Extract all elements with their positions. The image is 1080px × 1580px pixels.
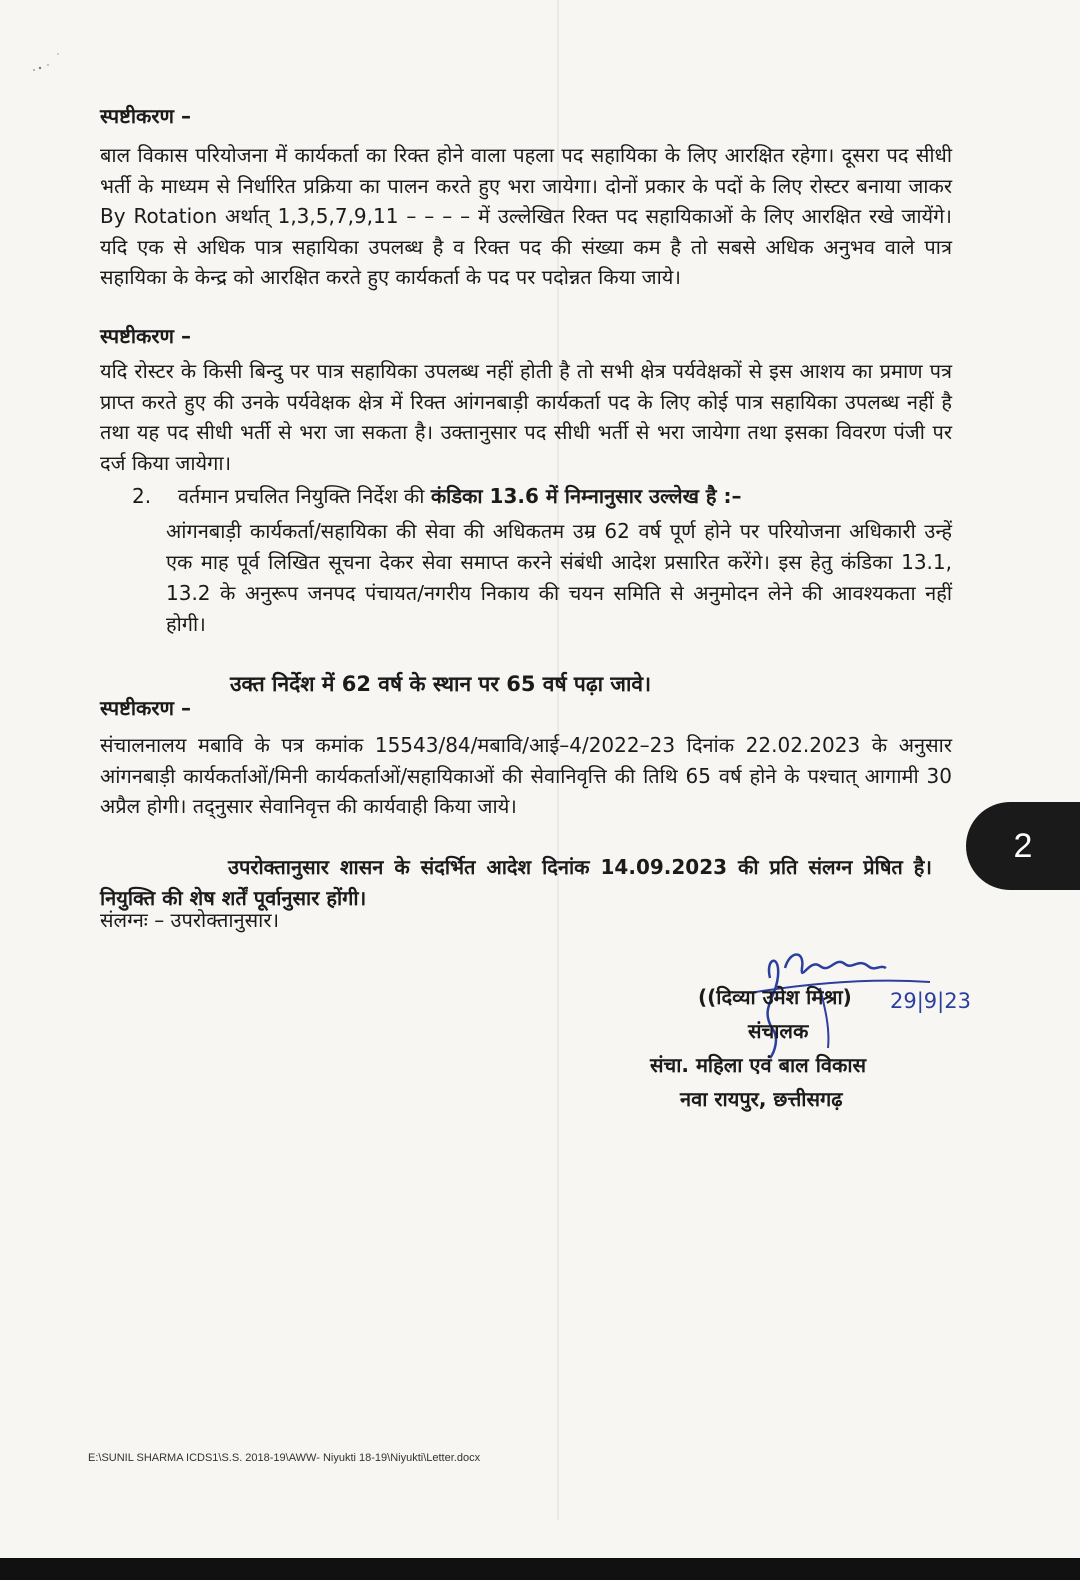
signature-block (640, 980, 1000, 1116)
amendment-line: उक्त निर्देश में 62 वर्ष के स्थान पर 65 वर्ष पढ़ा जावे। (230, 672, 652, 696)
page-number: 2 (1013, 826, 1033, 865)
handwritten-date: 29|9|23 (890, 989, 971, 1013)
signatory-location: नवा रायपुर, छत्तीसगढ़ (680, 1087, 843, 1111)
bottom-bar (0, 1558, 1080, 1580)
paper-specks (28, 40, 88, 80)
section-heading-2: स्पष्टीकरण – (100, 324, 191, 348)
signatory-designation: संचालक (748, 1019, 809, 1043)
clarification-paragraph-1: बाल विकास परियोजना में कार्यकर्ता का रिक्त होने वाला पहला पद सहायिका के लिए आरक्षित रहेगा। दूसरा पद सीधी भर्ती के माध्यम से निर्धारित प्रक्रिया का पालन करते हुए भरा जायेगा। दोनों प्रकार के पदों के लिए रोस्टर बनाया जाकर By Rotation अर्थात् 1,3,5,7,9,11 – – – – में उल्लेखित रिक्त पद सहायिकाओं के लिए आरक्षित रखे जायेंगे। यदि एक से अधिक पात्र सहायिका उपलब्ध है व रिक्त पद की संख्या कम है तो सबसे अधिक अनुभव वाले पात्र सहायिका के केन्द्र को आरक्षित करते हुए कार्यकर्ता के पद पर पदोन्नत किया जाये। (100, 143, 952, 289)
item-2-number: 2. (132, 484, 152, 508)
closing-paragraph: उपरोक्तानुसार शासन के संदर्भित आदेश दिनांक 14.09.2023 की प्रति संलग्न प्रेषित है। नियुक्ति की शेष शर्तें पूर्वानुसार होंगी। (100, 855, 932, 910)
enclosure-line: संलग्नः – उपरोक्तानुसार। (100, 908, 280, 932)
item-2-lead (132, 482, 741, 509)
page-number-badge[interactable] (966, 802, 1080, 890)
item-2-lead-bold: कंडिका 13.6 में निम्नानुसार उल्लेख है :– (430, 484, 742, 508)
section-heading-1: स्पष्टीकरण – (100, 104, 191, 128)
item-2-lead-text: वर्तमान प्रचलित नियुक्ति निर्देश की (177, 484, 425, 508)
item-2-body: आंगनबाड़ी कार्यकर्ता/सहायिका की सेवा की अधिकतम उम्र 62 वर्ष पूर्ण होने पर परियोजना अधिकारी उन्हें एक माह पूर्व लिखित सूचना देकर सेवा समाप्त करने संबंधी आदेश प्रसारित करेंगे। इस हेतु कंडिका 13.1, 13.2 के अनुरूप जनपद पंचायत/नगरीय निकाय की चयन समिति से अनुमोदन लेने की आवश्यकता नहीं होगी। (166, 519, 952, 636)
signatory-name: ((दिव्या उमेश मिश्रा) (698, 985, 852, 1009)
signatory-department: संचा. महिला एवं बाल विकास (650, 1053, 867, 1077)
file-path-footer: E:\SUNIL SHARMA ICDS1\S.S. 2018-19\AWW- Niyukti 18-19\Niyukti\Letter.docx (88, 1452, 481, 1464)
clarification-paragraph-3: संचालनालय मबावि के पत्र कमांक 15543/84/मबावि/आई–4/2022–23 दिनांक 22.02.2023 के अनुसार आंगनबाड़ी कार्यकर्ताओं/मिनी कार्यकर्ताओं/सहायिकाओं की सेवानिवृत्ति की तिथि 65 वर्ष होने के पश्चात् आगामी 30 अप्रैल होगी। तद्नुसार सेवानिवृत्त की कार्यवाही किया जाये। (100, 733, 952, 818)
section-heading-3: स्पष्टीकरण – (100, 696, 191, 720)
clarification-paragraph-2: यदि रोस्टर के किसी बिन्दु पर पात्र सहायिका उपलब्ध नहीं होती है तो सभी क्षेत्र पर्यवेक्षकों से इस आशय का प्रमाण पत्र प्राप्त करते हुए की उनके पर्यवेक्षक क्षेत्र में रिक्त आंगनबाड़ी कार्यकर्ता पद के लिए कोई पात्र सहायिका उपलब्ध नहीं है तथा यह पद सीधी भर्ती से भरा जा सकता है। उक्तानुसार पद सीधी भर्ती से भरा जायेगा तथा इसका विवरण पंजी पर दर्ज किया जायेगा। (100, 359, 952, 475)
